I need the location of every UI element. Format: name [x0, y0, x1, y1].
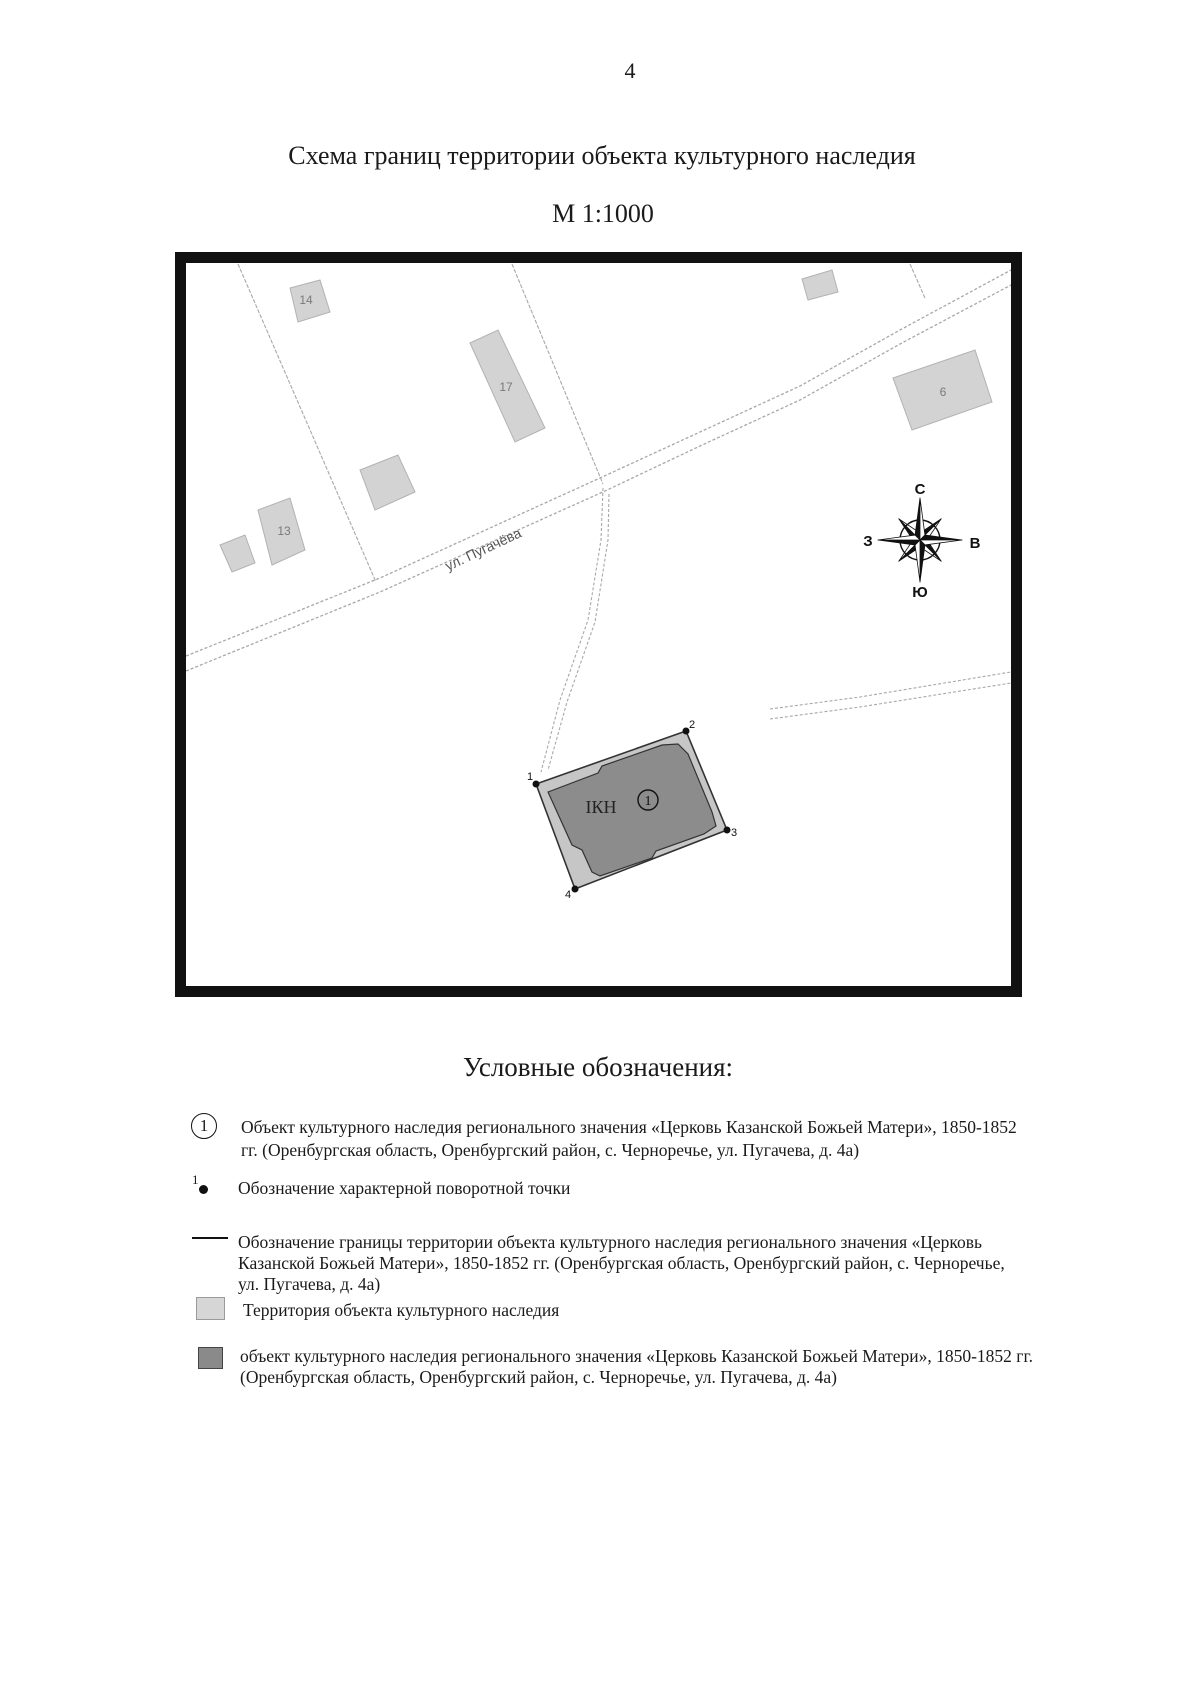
turning-point-1 [533, 781, 540, 788]
object-code-label: ІКН [585, 797, 617, 817]
turning-point-label-2: 2 [689, 719, 696, 731]
building-number-14: 14 [299, 293, 313, 307]
page-title: Схема границ территории объекта культурного наследия [288, 141, 916, 170]
map-scale: М 1:1000 [552, 199, 654, 228]
compass-south-label: Ю [912, 584, 928, 601]
turning-point-label-3: 3 [731, 827, 738, 839]
legend-text-line: Объект культурного наследия регионального значения «Церковь Казанской Божьей Матери», 1850-1852 [241, 1117, 1017, 1137]
map-canvas [186, 263, 1011, 986]
turning-point-3 [724, 827, 731, 834]
boundary-line-icon [192, 1237, 228, 1239]
compass-north-label: С [914, 481, 926, 498]
building-number-17: 17 [499, 380, 513, 394]
object-number-circle-icon: 1 [191, 1113, 217, 1139]
legend-item-object-fill [240, 1346, 1033, 1388]
page-number: 4 [624, 58, 636, 83]
turning-point-icon [199, 1185, 208, 1194]
legend-item-boundary [238, 1232, 1005, 1295]
turning-point-label-4: 4 [565, 889, 572, 901]
legend-text-line: гг. (Оренбургская область, Оренбургский район, с. Черноречье, ул. Пугачева, д. 4а) [241, 1140, 860, 1160]
legend-title: Условные обозначения: [462, 1052, 734, 1082]
legend-text-line: (Оренбургская область, Оренбургский район, с. Черноречье, ул. Пугачева, д. 4а) [240, 1367, 837, 1387]
territory-fill-icon [196, 1297, 225, 1320]
building-number-13: 13 [277, 524, 291, 538]
legend-text-line: ул. Пугачева, д. 4а) [238, 1274, 381, 1294]
street-label: ул. Пугачёва [442, 524, 524, 574]
compass-west-label: З [863, 533, 873, 550]
building-number-6: 6 [939, 385, 947, 399]
legend-text-line: Обозначение характерной поворотной точки [238, 1178, 571, 1198]
legend-text-line: объект культурного наследия регионального значения «Церковь Казанской Божьей Матери», 1850-1852 гг. [240, 1346, 1034, 1366]
map-frame [175, 252, 1022, 997]
legend-text-line: Казанской Божьей Матери», 1850-1852 гг. (Оренбургская область, Оренбургский район, с. Черноречье, [238, 1253, 1005, 1273]
object-fill-icon [198, 1347, 223, 1369]
legend-text-line: Территория объекта культурного наследия [243, 1300, 560, 1320]
legend-item-object-description [241, 1116, 1017, 1162]
turning-point-4 [572, 886, 579, 893]
legend-text-line: Обозначение границы территории объекта культурного наследия регионального значения «Церковь [238, 1232, 983, 1252]
turning-point-label-1: 1 [527, 771, 534, 783]
object-number-label: 1 [644, 794, 652, 809]
compass-east-label: В [969, 535, 981, 552]
legend-item-turning-point [238, 1177, 570, 1199]
legend-item-territory [243, 1299, 559, 1321]
turning-point-number: 1 [192, 1172, 199, 1187]
